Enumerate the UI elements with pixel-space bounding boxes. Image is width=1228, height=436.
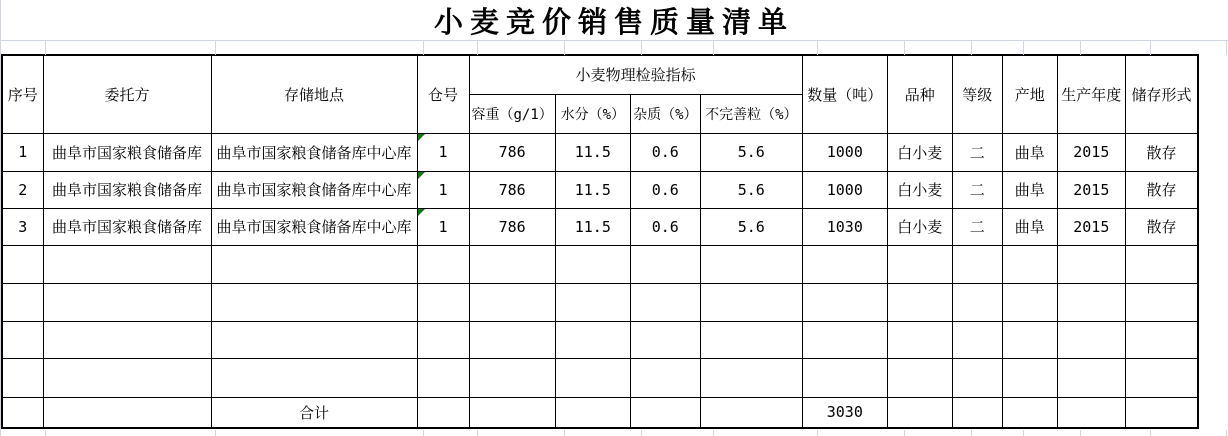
empty-cell[interactable] <box>887 397 952 428</box>
empty-cell[interactable] <box>952 397 1002 428</box>
empty-cell[interactable] <box>417 358 469 397</box>
storage-form-cell[interactable]: 散存 <box>1125 133 1198 171</box>
empty-cell[interactable] <box>211 245 417 283</box>
gridline <box>817 41 818 55</box>
gridline <box>971 41 972 55</box>
empty-cell[interactable] <box>469 358 555 397</box>
empty-cell[interactable] <box>887 321 952 358</box>
gridline <box>423 430 424 436</box>
gridline <box>713 430 714 436</box>
storage-location-cell[interactable]: 曲阜市国家粮食储备库中心库 <box>211 171 417 208</box>
gridline <box>564 430 565 436</box>
serial-cell[interactable]: 1 <box>2 133 43 171</box>
header-imperfect-grains[interactable]: 不完善粒（%） <box>700 94 802 133</box>
variety-cell[interactable]: 白小麦 <box>887 133 952 171</box>
gridline <box>1226 41 1227 55</box>
empty-cell[interactable] <box>802 321 887 358</box>
empty-cell[interactable] <box>555 358 630 397</box>
consignor-cell[interactable]: 曲阜市国家粮食储备库 <box>43 171 211 208</box>
empty-cell[interactable] <box>417 397 469 428</box>
impurity-cell[interactable]: 0.6 <box>630 171 700 208</box>
empty-cell[interactable] <box>630 321 700 358</box>
sheet-title-cell[interactable]: 小麦竞价销售质量清单 <box>433 6 794 39</box>
empty-cell[interactable] <box>1002 245 1057 283</box>
grade-cell[interactable]: 二 <box>952 208 1002 245</box>
empty-cell[interactable] <box>555 321 630 358</box>
error-indicator-triangle-icon <box>418 209 425 216</box>
bulk-density-cell[interactable]: 786 <box>469 208 555 245</box>
header-moisture[interactable]: 水分（%） <box>555 94 630 133</box>
warehouse-no-cell[interactable] <box>417 133 469 171</box>
header-origin[interactable]: 产地 <box>1002 55 1057 133</box>
empty-cell[interactable] <box>802 358 887 397</box>
empty-cell[interactable] <box>1002 283 1057 321</box>
empty-cell[interactable] <box>2 358 43 397</box>
empty-cell[interactable] <box>1057 321 1125 358</box>
gridline <box>423 41 424 55</box>
consignor-cell[interactable]: 曲阜市国家粮食储备库 <box>43 133 211 171</box>
gridline <box>1226 430 1227 436</box>
variety-cell[interactable]: 白小麦 <box>887 208 952 245</box>
header-bulk-density[interactable]: 容重（g/1） <box>469 94 555 133</box>
total-label-cell[interactable]: 合计 <box>211 397 417 428</box>
empty-cell[interactable] <box>1125 245 1198 283</box>
empty-cell[interactable] <box>630 245 700 283</box>
gridline <box>1023 41 1024 55</box>
empty-cell[interactable] <box>2 321 43 358</box>
empty-cell[interactable] <box>43 245 211 283</box>
impurity-cell[interactable]: 0.6 <box>630 133 700 171</box>
empty-cell[interactable] <box>700 245 802 283</box>
storage-location-cell[interactable]: 曲阜市国家粮食储备库中心库 <box>211 133 417 171</box>
empty-cell[interactable] <box>469 321 555 358</box>
gridline <box>1150 41 1151 55</box>
empty-cell[interactable] <box>630 283 700 321</box>
header-serial[interactable]: 序号 <box>2 55 43 133</box>
gridline <box>817 430 818 436</box>
empty-cell[interactable] <box>700 397 802 428</box>
empty-cell[interactable] <box>43 397 211 428</box>
empty-cell[interactable] <box>1002 321 1057 358</box>
quality-table <box>1 54 1199 429</box>
production-year-cell[interactable]: 2015 <box>1057 171 1125 208</box>
gridline <box>641 430 642 436</box>
total-quantity-cell[interactable]: 3030 <box>802 397 887 428</box>
bulk-density-cell[interactable]: 786 <box>469 133 555 171</box>
empty-cell[interactable] <box>1125 321 1198 358</box>
gridline <box>904 41 905 55</box>
gridline <box>45 430 46 436</box>
empty-cell[interactable] <box>2 397 43 428</box>
gridline <box>0 0 1 436</box>
header-production-year[interactable]: 生产年度 <box>1057 55 1125 133</box>
empty-cell[interactable] <box>887 245 952 283</box>
origin-cell[interactable]: 曲阜 <box>1002 133 1057 171</box>
table-row-empty <box>2 321 1198 358</box>
warehouse-no-cell[interactable] <box>417 208 469 245</box>
empty-cell[interactable] <box>555 283 630 321</box>
header-row-1 <box>2 55 1198 94</box>
origin-cell[interactable]: 曲阜 <box>1002 171 1057 208</box>
quantity-cell[interactable]: 1030 <box>802 208 887 245</box>
gridline <box>1080 430 1081 436</box>
empty-cell[interactable] <box>887 283 952 321</box>
empty-cell[interactable] <box>802 245 887 283</box>
empty-cell[interactable] <box>555 245 630 283</box>
imperfect-grains-cell[interactable]: 5.6 <box>700 171 802 208</box>
warehouse-no-cell[interactable] <box>417 171 469 208</box>
empty-cell[interactable] <box>952 283 1002 321</box>
empty-cell[interactable] <box>700 321 802 358</box>
header-grade[interactable]: 等级 <box>952 55 1002 133</box>
table-row <box>2 171 1198 208</box>
impurity-cell[interactable]: 0.6 <box>630 208 700 245</box>
imperfect-grains-cell[interactable]: 5.6 <box>700 133 802 171</box>
empty-cell[interactable] <box>1057 245 1125 283</box>
serial-cell[interactable]: 2 <box>2 171 43 208</box>
empty-cell[interactable] <box>417 283 469 321</box>
gridline <box>477 430 478 436</box>
empty-cell[interactable] <box>1125 283 1198 321</box>
empty-cell[interactable] <box>555 397 630 428</box>
empty-cell[interactable] <box>2 283 43 321</box>
empty-cell[interactable] <box>469 283 555 321</box>
empty-cell[interactable] <box>1002 397 1057 428</box>
empty-cell[interactable] <box>630 397 700 428</box>
empty-cell[interactable] <box>469 397 555 428</box>
gridline <box>1023 430 1024 436</box>
table-row <box>2 133 1198 171</box>
header-quantity[interactable]: 数量（吨） <box>802 55 887 133</box>
gridline <box>564 41 565 55</box>
empty-cell[interactable] <box>1125 397 1198 428</box>
gridline <box>713 41 714 55</box>
empty-cell[interactable] <box>43 358 211 397</box>
table-row-empty <box>2 358 1198 397</box>
quantity-cell[interactable]: 1000 <box>802 171 887 208</box>
empty-cell[interactable] <box>417 245 469 283</box>
table-row-empty <box>2 283 1198 321</box>
header-storage-location[interactable]: 存储地点 <box>211 55 417 133</box>
warehouse-no-value: 1 <box>438 143 448 161</box>
empty-cell[interactable] <box>43 283 211 321</box>
empty-cell[interactable] <box>2 245 43 283</box>
empty-cell[interactable] <box>700 283 802 321</box>
moisture-cell[interactable]: 11.5 <box>555 171 630 208</box>
header-variety[interactable]: 品种 <box>887 55 952 133</box>
production-year-cell[interactable]: 2015 <box>1057 208 1125 245</box>
table-row-empty <box>2 245 1198 283</box>
empty-cell[interactable] <box>630 358 700 397</box>
empty-cell[interactable] <box>1057 358 1125 397</box>
gridline <box>477 41 478 55</box>
variety-cell[interactable]: 白小麦 <box>887 171 952 208</box>
gridline <box>215 430 216 436</box>
gridline <box>971 430 972 436</box>
moisture-cell[interactable]: 11.5 <box>555 133 630 171</box>
empty-cell[interactable] <box>43 321 211 358</box>
empty-cell[interactable] <box>211 321 417 358</box>
storage-form-cell[interactable]: 散存 <box>1125 208 1198 245</box>
total-row <box>2 397 1198 428</box>
gridline <box>904 430 905 436</box>
bulk-density-cell[interactable]: 786 <box>469 171 555 208</box>
error-indicator-triangle-icon <box>418 172 425 179</box>
gridline <box>45 41 46 55</box>
error-indicator-triangle-icon <box>418 134 425 141</box>
serial-cell[interactable]: 3 <box>2 208 43 245</box>
empty-cell[interactable] <box>211 358 417 397</box>
warehouse-no-value: 1 <box>438 180 448 199</box>
empty-cell[interactable] <box>887 358 952 397</box>
empty-cell[interactable] <box>952 358 1002 397</box>
moisture-cell[interactable]: 11.5 <box>555 208 630 245</box>
header-consignor[interactable]: 委托方 <box>43 55 211 133</box>
consignor-cell[interactable]: 曲阜市国家粮食储备库 <box>43 208 211 245</box>
gridline <box>0 40 1228 41</box>
header-warehouse-no[interactable]: 仓号 <box>417 55 469 133</box>
empty-cell[interactable] <box>1057 283 1125 321</box>
warehouse-no-value: 1 <box>438 217 448 236</box>
header-storage-form[interactable]: 储存形式 <box>1125 55 1198 133</box>
header-inspection-group[interactable]: 小麦物理检验指标 <box>469 55 802 94</box>
gridline <box>215 41 216 55</box>
empty-cell[interactable] <box>952 245 1002 283</box>
gridline <box>641 41 642 55</box>
table-row <box>2 208 1198 245</box>
origin-cell[interactable]: 曲阜 <box>1002 208 1057 245</box>
empty-cell[interactable] <box>469 245 555 283</box>
empty-cell[interactable] <box>1002 358 1057 397</box>
empty-cell[interactable] <box>1125 358 1198 397</box>
empty-cell[interactable] <box>952 321 1002 358</box>
empty-cell[interactable] <box>417 321 469 358</box>
empty-cell[interactable] <box>211 283 417 321</box>
storage-location-cell[interactable]: 曲阜市国家粮食储备库中心库 <box>211 208 417 245</box>
empty-cell[interactable] <box>700 358 802 397</box>
header-impurity[interactable]: 杂质（%） <box>630 94 700 133</box>
imperfect-grains-cell[interactable]: 5.6 <box>700 208 802 245</box>
quantity-cell[interactable]: 1000 <box>802 133 887 171</box>
grade-cell[interactable]: 二 <box>952 171 1002 208</box>
empty-cell[interactable] <box>802 283 887 321</box>
grade-cell[interactable]: 二 <box>952 133 1002 171</box>
production-year-cell[interactable]: 2015 <box>1057 133 1125 171</box>
empty-cell[interactable] <box>1057 397 1125 428</box>
storage-form-cell[interactable]: 散存 <box>1125 171 1198 208</box>
gridline <box>1150 430 1151 436</box>
gridline <box>1080 41 1081 55</box>
